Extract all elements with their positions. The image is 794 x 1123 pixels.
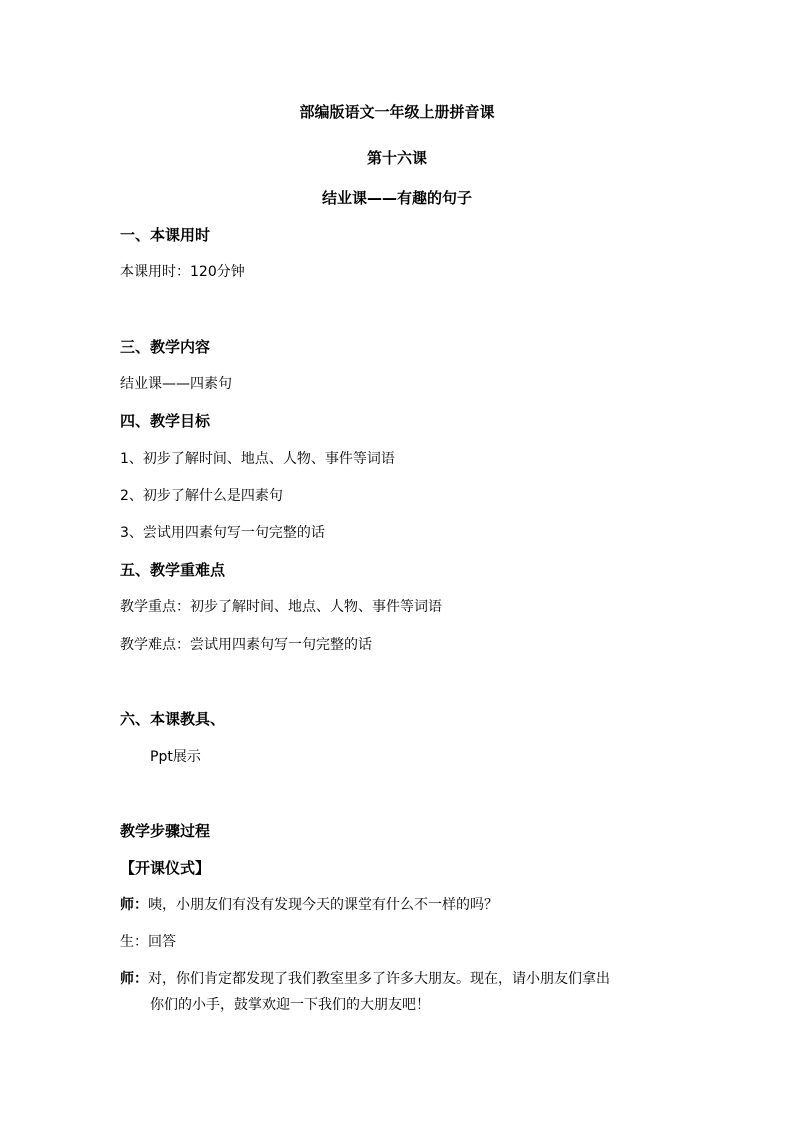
section-heading-goals: 四、教学目标 [120, 412, 211, 430]
dialogue-text: 回答 [148, 934, 176, 950]
section-heading-key-points: 五、教学重难点 [120, 561, 226, 579]
document-title: 部编版语文一年级上册拼音课 [299, 103, 495, 121]
content-text: 结业课——四素句 [120, 376, 232, 392]
goal-item: 2、初步了解什么是四素句 [120, 488, 283, 504]
section-heading-tools: 六、本课教具、 [120, 710, 226, 728]
dialogue-speaker: 师： [120, 897, 148, 913]
goal-item: 3、尝试用四素句写一句完整的话 [120, 525, 325, 541]
dialogue-text: 你们的小手，鼓掌欢迎一下我们的大朋友吧！ [150, 997, 430, 1013]
lesson-name: 结业课——有趣的句子 [321, 189, 472, 207]
dialogue-text: 咦，小朋友们有没有发现今天的课堂有什么不一样的吗？ [148, 897, 498, 913]
tools-text: Ppt展示 [150, 749, 201, 765]
duration-text: 本课用时：120分钟 [120, 264, 245, 280]
goal-item: 1、初步了解时间、地点、人物、事件等词语 [120, 451, 395, 467]
dialogue-text: 对，你们肯定都发现了我们教室里多了许多大朋友。现在，请小朋友们拿出 [148, 971, 610, 987]
dialogue-speaker: 生： [120, 934, 148, 950]
section-heading-content: 三、教学内容 [120, 338, 211, 356]
dialogue-line [120, 895, 498, 915]
difficult-point-text: 教学难点：尝试用四素句写一句完整的话 [120, 637, 372, 653]
dialogue-line [120, 969, 610, 989]
dialogue-continuation [150, 995, 430, 1015]
key-point-text: 教学重点：初步了解时间、地点、人物、事件等词语 [120, 599, 442, 615]
opening-heading: 【开课仪式】 [120, 859, 211, 877]
dialogue-line [120, 932, 176, 952]
dialogue-speaker: 师： [120, 971, 148, 987]
steps-heading: 教学步骤过程 [120, 822, 211, 840]
section-heading-duration: 一、本课用时 [120, 226, 211, 244]
lesson-number: 第十六课 [366, 149, 427, 167]
